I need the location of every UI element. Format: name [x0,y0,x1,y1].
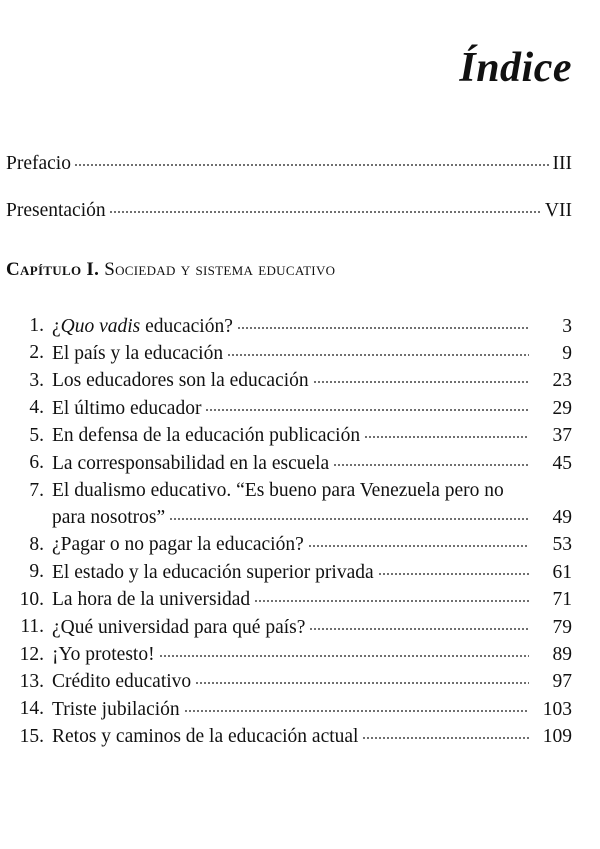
dot-leader [333,448,529,467]
toc-entry-page: 109 [542,726,572,748]
toc-entry-page: III [552,153,572,174]
toc-entry [6,642,572,669]
toc-entry-label: En defensa de la educación publicación [52,425,361,447]
toc-entry-label: ¡Yo protesto! [52,644,155,666]
toc-entry [6,724,572,751]
toc-entry-label: La corresponsabilidad en la escuela [52,452,330,474]
toc-entry-presentacion [6,197,572,224]
toc-entry-label: La hora de la universidad [52,589,251,611]
toc-entry-number: 1. [29,315,44,336]
toc-entry [6,587,572,614]
toc-entry-page: 23 [552,370,572,392]
toc-entry [6,669,572,696]
dot-leader [109,195,542,214]
toc-entry [6,395,572,422]
toc-entry-page: 49 [552,506,572,528]
toc-entry-number: 7. [29,479,44,501]
toc-entry [6,478,572,532]
toc-entry [6,696,572,723]
dot-leader [362,722,529,741]
chapter-title: Sociedad y sistema educativo [104,259,336,280]
dot-leader [237,311,529,330]
dot-leader [227,338,529,357]
toc-entry-italic: Quo vadis [60,315,141,337]
toc-entry [6,532,572,559]
toc-entry-label: El último educador [52,397,202,419]
toc-entry-number: 10. [19,588,44,610]
chapter-number: Capítulo I. [6,259,100,280]
toc-entry-page: 89 [552,644,572,666]
toc-entry-label: Los educadores son la educación [52,370,309,392]
toc-entry-label: Presentación [6,200,106,221]
dot-leader [309,612,529,631]
toc-entry [6,368,572,395]
toc-entry [6,559,572,586]
page-title: Índice [459,45,572,91]
dot-leader [74,148,550,167]
dot-leader [364,421,529,440]
toc-entry-page: VII [544,200,572,221]
toc-entry-page: 53 [552,534,572,556]
dot-leader [205,393,529,412]
dot-leader [159,640,529,659]
toc-entry-number: 8. [29,533,44,555]
toc-entry-number: 9. [29,561,44,583]
dot-leader [184,694,529,713]
dot-leader [308,530,529,549]
toc-entry [6,423,572,450]
toc-entry-number: 6. [29,452,44,474]
toc-entry-label: El dualismo educativo. “Es bueno para Venezuela pero no [52,479,504,501]
toc-entry [6,313,572,340]
toc-entry [6,340,572,367]
toc-entry-page: 29 [552,397,572,419]
toc-entry-label: ¿Qué universidad para qué país? [52,616,306,638]
toc-entry-page: 9 [562,342,572,364]
toc-entry-page: 103 [542,698,572,720]
toc-entry-page: 37 [552,425,572,447]
toc-entry-page: 3 [562,315,572,337]
chapter-heading [6,259,335,281]
dot-leader [195,667,529,686]
toc-entry-number: 4. [29,397,44,419]
toc-entry-label: Retos y caminos de la educación actual [52,726,359,748]
dot-leader [378,557,529,576]
toc-entry-label: El estado y la educación superior privada [52,561,374,583]
toc-entry-label: El país y la educación [52,342,224,364]
toc-entry-number: 2. [29,342,44,364]
toc-entry-page: 79 [552,616,572,638]
toc-entry-number: 3. [29,369,44,391]
toc-entry-label: Crédito educativo [52,671,192,693]
toc-entry-number: 12. [19,643,44,665]
dot-leader [254,585,529,604]
toc-entry-number: 15. [19,725,44,747]
toc-entry-number: 14. [19,698,44,720]
toc-entry-page: 71 [552,589,572,611]
toc-entry-page: 61 [552,561,572,583]
toc-entry-label: ¿Quo vadis educación? [52,315,233,337]
toc-entry-page: 45 [552,452,572,474]
toc-entry [6,450,572,477]
toc-entry-number: 5. [29,424,44,446]
toc-list [6,313,572,751]
toc-entry [6,614,572,641]
toc-entry-label: ¿Pagar o no pagar la educación? [52,534,304,556]
toc-entry-label-continued: para nosotros” [52,506,166,528]
toc-entry-number: 13. [19,670,44,692]
toc-entry-page: 97 [552,671,572,693]
dot-leader [313,366,529,385]
toc-entry-prefacio [6,150,572,177]
toc-entry-label: Prefacio [6,153,71,174]
toc-entry-number: 11. [20,616,44,638]
dot-leader [169,502,529,521]
toc-entry-label: Triste jubilación [52,698,180,720]
